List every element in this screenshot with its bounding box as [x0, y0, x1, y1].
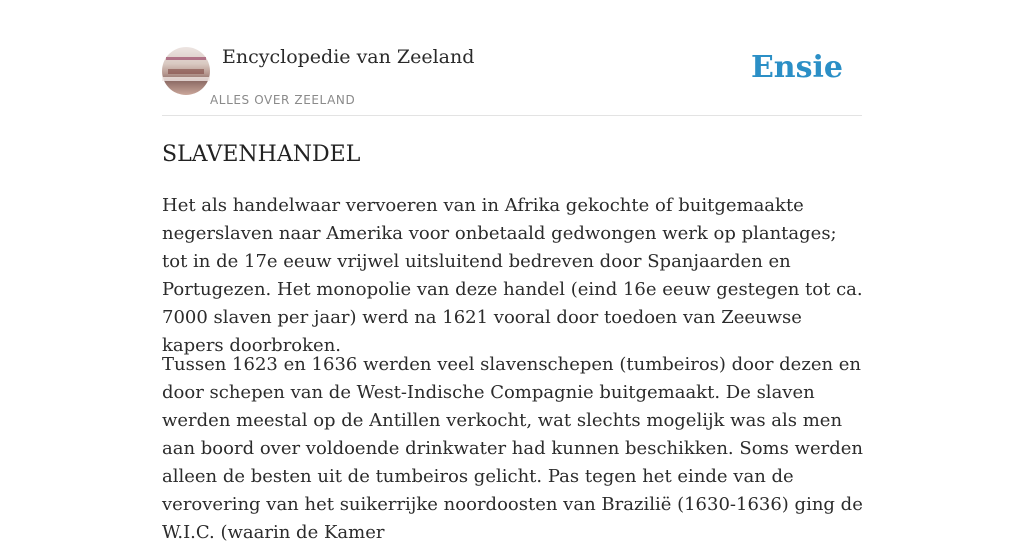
site-header	[162, 0, 862, 116]
avatar-decor	[168, 69, 204, 74]
avatar-decor	[166, 57, 206, 60]
site-logo-avatar[interactable]	[162, 47, 210, 95]
site-tagline: ALLES OVER ZEELAND	[210, 93, 356, 107]
avatar-decor	[162, 77, 210, 81]
site-title[interactable]: Encyclopedie van Zeeland	[222, 46, 475, 68]
article-paragraph: Het als handelwaar vervoeren van in Afrika gekochte of buitgemaakte negerslaven naar Amerika voor onbetaald gedwongen werk op plantages; tot in de 17e eeuw vrijwel uitsluitend bedreven door Spanjaarden en Portugezen. Het monopolie van deze handel (eind 16e eeuw gestegen tot ca. 7000 slaven per jaar) werd na 1621 vooral door toedoen van Zeeuwse kapers doorbroken.	[162, 195, 863, 356]
ensie-brand-link[interactable]: Ensie	[750, 50, 843, 85]
article-title: SLAVENHANDEL	[162, 142, 361, 167]
article	[162, 138, 864, 543]
article-paragraph: Tussen 1623 en 1636 werden veel slavenschepen (tumbeiros) door dezen en door schepen van de West-Indische Compagnie buitgemaakt. De slaven werden meestal op de Antillen verkocht, wat slechts mogelijk was als men aan boord over voldoende drinkwater had kunnen beschikken. Soms werden alleen de besten uit de tumbeiros gelicht. Pas tegen het einde van de verovering van het suikerrijke noordoosten van Brazilië (1630-1636) ging de W.I.C. (waarin de Kamer	[162, 354, 863, 543]
